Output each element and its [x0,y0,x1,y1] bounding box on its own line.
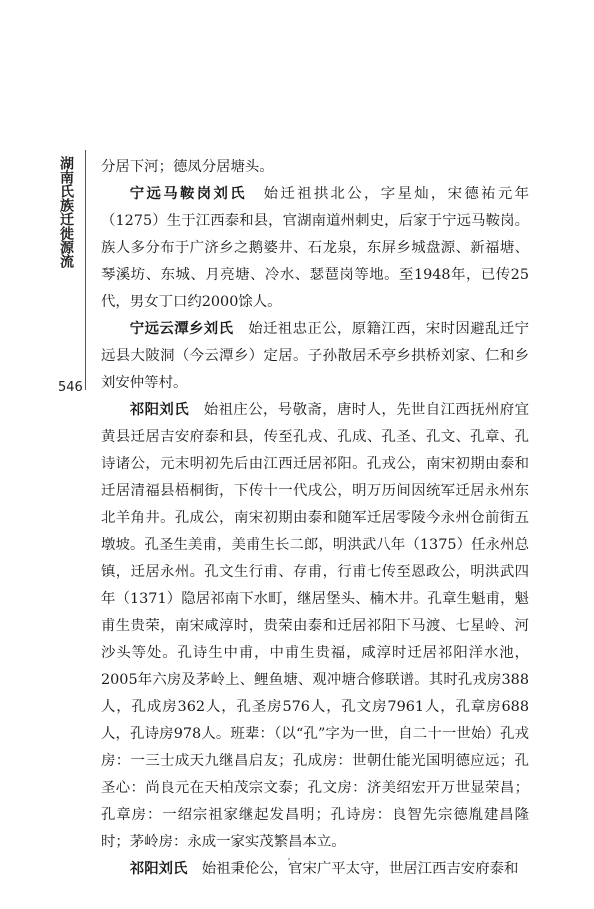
entry-body: 始迁祖拱北公，字星灿，宋德祐元年（1275）生于江西泰和县，官湖南道州刺史，后家于宁远马鞍岗。族人多分布于广济乡之鹅婆井、石龙泉，东屏乡城盘源、新福塘、琴溪坊、东城、月亮塘、冷水、瑟琶岗等地。至1948年，已传25代，男女丁口约2000馀人。 [101,186,529,310]
entry-paragraph [101,856,529,883]
scan-speck [288,858,290,860]
entry-heading: 宁远马鞍岗刘氏 [129,186,247,202]
lead-paragraph: 分居下河；德凤分居塘头。 [101,159,274,175]
entry-body: 始祖庄公，号敬斋，唐时人，先世自江西抚州府宜黄县迁居吉安府泰和县，传至孔戎、孔成、孔圣、孔文、孔章、孔诗诸公，元末明初先后由江西迁居祁阳。孔戎公，南宋初期由泰和迁居清福县梧桐街，下传十一代戌公，明万历间因统军迁居永州东北羊角井。孔成公，南宋初期由泰和随军迁居零陵今永州仓前街五墩坡。孔圣生美甫，美甫生长二郎，明洪武八年（1375）任永州总镇，迁居永州。孔文生行甫、存甫，行甫七传至恩政公，明洪武四年（1371）隐居祁南下水町，继居堡头、楠木井。孔章生魁甫，魁甫生贵荣，南宋咸淳时，贵荣由泰和迁居祁阳下马渡、七星岭、河沙头等处。孔诗生中甫，中甫生贵福，咸淳时迁居祁阳洋水池，2005年六房及茅岭上、鲤鱼塘、观冲塘合修联谱。其时孔戎房388人，孔成房362人，孔圣房576人，孔文房7961人，孔章房688人，孔诗房978人。班辈：（以“孔”字为一世，自二十一世始）孔戎房：一三士成天九继昌启友；孔成房：世朝仕能光国明德应远；孔圣心：尚良元在天柏茂宗文泰；孔文房：济美绍宏开万世显荣昌；孔章房：一绍宗祖家继起发昌明；孔诗房：良智先宗德胤建昌隆时；茅岭房：永成一家实茂繁昌本立。 [101,402,529,850]
entry-heading: 祁阳刘氏 [129,402,189,418]
entry-body: 始迁祖忠正公，原籍江西，宋时因避乱迁宁远县大陂洞（今云潭乡）定居。子孙散居禾亭乡拱桥刘家、仁和乡刘安仲等村。 [101,321,529,391]
text-body [101,154,529,883]
entry-paragraph [101,316,529,397]
page-number: 546 [58,380,83,395]
entry-paragraph [101,181,529,316]
entry-heading: 祁阳刘氏 [129,861,188,877]
side-title: 湖南氏族迁徙源流 [58,156,74,268]
entry-paragraph [101,397,529,856]
side-divider [85,150,86,390]
entry-body: 始祖秉伦公，官宋广平太守，世居江西吉安府泰和 [201,861,519,877]
entry-heading: 宁远云潭乡刘氏 [129,321,234,337]
